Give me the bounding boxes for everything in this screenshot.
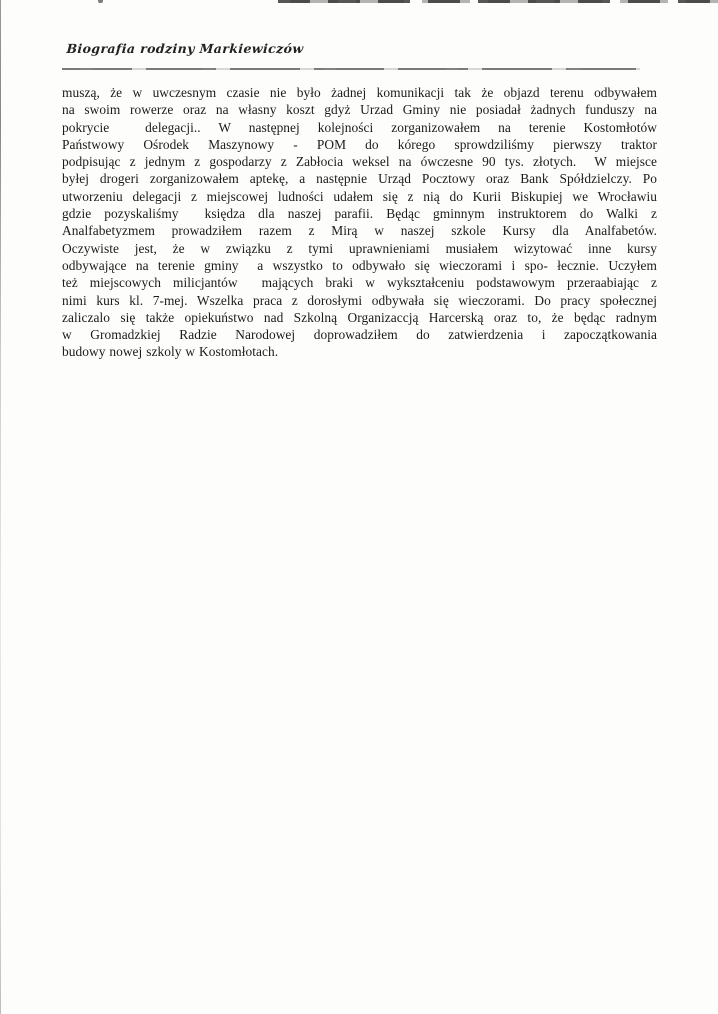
text-line: nimi kurs kl. 7-mej. Wszelka praca z dorosłymi odbywała się wieczorami. Do pracy społecznej (62, 292, 657, 308)
scan-artifact-left-edge (0, 0, 1, 1014)
text-line: w Gromadzkiej Radzie Narodowej doprowadziłem do zatwierdzenia i zapoczątkowania (62, 327, 657, 343)
text-line: odbywające na terenie gminy a wszystko to odbywało się wieczorami i spo- łecznie. Uczyłem (62, 257, 657, 273)
scan-artifact-speck (98, 0, 103, 3)
text-line: gdzie pozyskaliśmy księdza dla naszej parafii. Będąc gminnym instruktorem do Walki z (62, 206, 657, 222)
document-title: Biografia rodziny Markiewiczów (66, 41, 305, 56)
body-paragraph (62, 84, 657, 361)
text-line: na swoim rowerze oraz na własny koszt gdyż Urzad Gminy nie posiadał żadnych funduszy na (62, 102, 657, 118)
text-line: utworzeniu delegacji z miejscowej ludności udałem się z nią do Kurii Biskupiej we Wrocławiu (62, 188, 657, 204)
scan-artifact-top-edge (278, 0, 718, 3)
text-line: Oczywiste jest, że w związku z tymi uprawnieniami musiałem wizytować inne kursy (62, 240, 657, 256)
title-underline-rule (62, 68, 640, 70)
text-line: byłej drogeri zorganizowałem aptekę, a następnie Urząd Pocztowy oraz Bank Spółdzielczy. Po (62, 171, 657, 187)
text-line: muszą, że w uwczesnym czasie nie było żadnej komunikacji tak że objazd terenu odbywałem (62, 85, 657, 100)
text-line: zaliczalo się także opiekuństwo nad Szkolną Organizaccją Harcerską oraz to, że będąc radnym (62, 309, 657, 325)
text-line: Analfabetyzmem prowadziłem razem z Mirą w naszej szkole Kursy dla Analfabetów. (62, 223, 657, 239)
text-line: też miejscowych milicjantów mających braki w wykształceniu podstawowym przeraabiając z (62, 275, 657, 291)
text-line: pokrycie delegacji.. W następnej kolejności zorganizowałem na terenie Kostomłotów (62, 119, 657, 135)
text-line: Państwowy Ośrodek Maszynowy - POM do kórego sprowdziliśmy pierwszy traktor (62, 136, 657, 152)
text-line: podpisując z jednym z gospodarzy z Zabłocia weksel na ówczesne 90 tys. złotych. W miejsce (62, 154, 657, 170)
text-line: budowy nowej szkoly w Kostomłotach. (62, 344, 279, 360)
